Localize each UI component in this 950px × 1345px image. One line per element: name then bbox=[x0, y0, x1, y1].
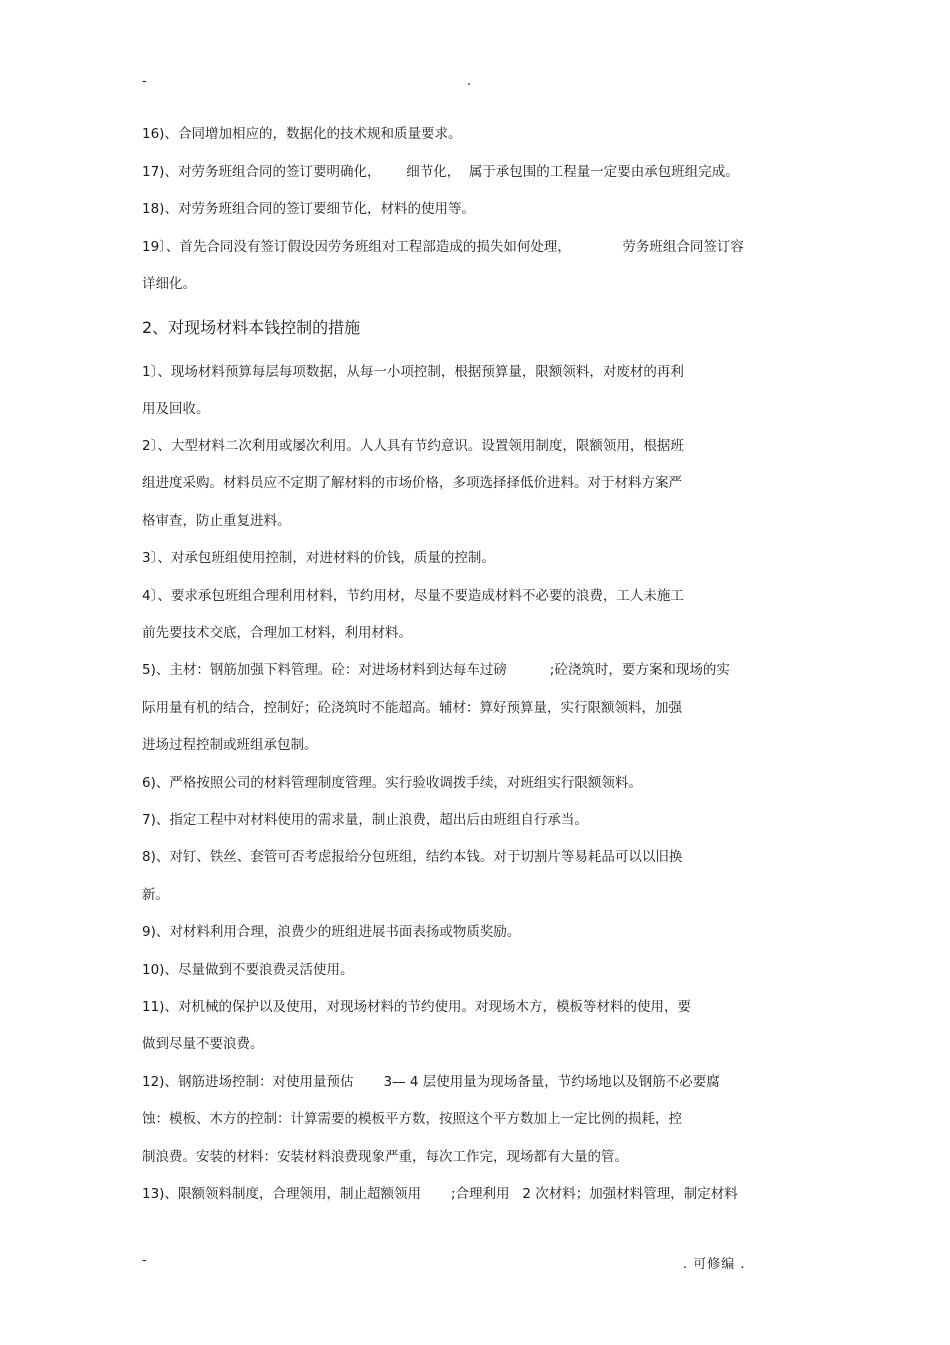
text-line: 新。 bbox=[142, 887, 169, 903]
text-line: 制浪费。安装的材料：安装材料浪费现象严重，每次工作完，现场都有大量的管。 bbox=[142, 1149, 628, 1165]
text-line: 5)、主材：钢筋加强下料管理。砼：对进场材料到达每车过磅 ;砼浇筑时，要方案和现场的实 bbox=[142, 662, 730, 678]
header-left-mark: - bbox=[142, 74, 147, 89]
text-line: 2〕、大型材料二次利用或屡次利用。人人具有节约意识。设置领用制度，限额领用，根据班 bbox=[142, 438, 684, 454]
text-line: 格审查，防止重复进料。 bbox=[142, 513, 291, 529]
text-line: 详细化。 bbox=[142, 276, 196, 292]
text-line: 10)、尽量做到不要浪费灵活使用。 bbox=[142, 962, 354, 978]
text-line: 7)、指定工程中对材料使用的需求量，制止浪费，超出后由班组自行承当。 bbox=[142, 812, 588, 828]
text-line: 16)、合同增加相应的，数据化的技术规和质量要求。 bbox=[142, 126, 462, 142]
text-line: 做到尽量不要浪费。 bbox=[142, 1036, 264, 1052]
text-line: 17)、对劳务班组合同的签订要明确化， 细节化， 属于承包围的工程量一定要由承包班组完成。 bbox=[142, 164, 739, 180]
footer-editable-note: . 可修编 . bbox=[683, 1257, 746, 1272]
text-line: 8)、对钉、铁丝、套管可否考虑报给分包班组，结约本钱。对于切割片等易耗品可以以旧换 bbox=[142, 849, 683, 865]
text-line: 际用量有机的结合，控制好；砼浇筑时不能超高。辅材：算好预算量，实行限额领料，加强 bbox=[142, 700, 682, 716]
text-line: 进场过程控制或班组承包制。 bbox=[142, 737, 318, 753]
footer-left-mark: - bbox=[142, 1253, 147, 1268]
text-line: 1〕、现场材料预算每层每项数据，从每一小项控制，根据预算量，限额领料，对废材的再利 bbox=[142, 364, 684, 380]
text-line: 3〕、对承包班组使用控制，对进材料的价钱，质量的控制。 bbox=[142, 550, 495, 566]
text-line: 9)、对材料利用合理，浪费少的班组进展书面表扬或物质奖励。 bbox=[142, 924, 521, 940]
text-line: 前先要技术交底，合理加工材料，利用材料。 bbox=[142, 625, 412, 641]
text-line: 蚀：模板、木方的控制：计算需要的模板平方数，按照这个平方数加上一定比例的损耗，控 bbox=[142, 1111, 682, 1127]
text-line: 4〕、要求承包班组合理利用材料，节约用材，尽量不要造成材料不必要的浪费，工人未施工 bbox=[142, 588, 684, 604]
text-line: 19〕、首先合同没有签订假设因劳务班组对工程部造成的损失如何处理， 劳务班组合同签订容 bbox=[142, 239, 744, 255]
text-line: 13)、限额领料制度，合理领用，制止超额领用 ;合理利用 2 次材料；加强材料管理，制定材料 bbox=[142, 1186, 738, 1202]
text-line: 11)、对机械的保护以及使用，对现场材料的节约使用。对现场木方，模板等材料的使用，要 bbox=[142, 999, 691, 1015]
text-line: 6)、严格按照公司的材料管理制度管理。实行验收调拨手续，对班组实行限额领料。 bbox=[142, 775, 642, 791]
text-line: 12)、钢筋进场控制：对使用量预估 3— 4 层使用量为现场备量，节约场地以及钢筋不必要腐 bbox=[142, 1074, 720, 1090]
text-line: 用及回收。 bbox=[142, 401, 210, 417]
text-line: 18)、对劳务班组合同的签订要细节化，材料的使用等。 bbox=[142, 201, 475, 217]
section-heading: 2、对现场材料本钱控制的措施 bbox=[142, 318, 361, 337]
header-right-mark: . bbox=[467, 74, 472, 89]
text-line: 组进度采购。材料员应不定期了解材料的市场价格，多项选择择低价进料。对于材料方案严 bbox=[142, 475, 682, 491]
